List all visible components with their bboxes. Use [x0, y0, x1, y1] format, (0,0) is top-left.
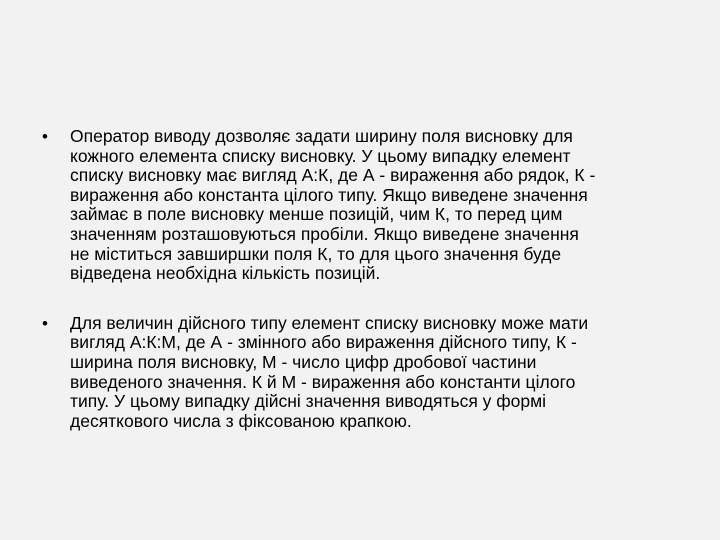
text-line: Оператор виводу дозволяє задати ширину поля висновку для	[70, 126, 573, 146]
bullet-item	[42, 314, 682, 432]
text-line: Для величин дійсного типу елемент списку висновку може мати	[70, 312, 589, 333]
text-line: ширина поля висновку, М - число цифр дробової частини	[70, 351, 537, 372]
text-line: списку висновку має вигляд А:К, де А - вираження або рядок, К -	[70, 165, 596, 186]
bullet-icon: •	[42, 313, 48, 333]
text-line: вираження або константа цілого типу. Якщо виведене значення	[70, 184, 588, 205]
bullet-icon: •	[42, 127, 48, 146]
bullet-item	[42, 127, 682, 284]
bullet-list	[42, 127, 682, 431]
text-line: вигляд А:К:М, де А - змінного або вираження дійсного типу, К -	[70, 332, 577, 353]
text-line: займає в поле висновку менше позицій, чим К, то перед цим	[70, 204, 563, 225]
text-line: типу. У цьому випадку дійсні значення виводяться у формі	[70, 391, 547, 412]
text-line: кожного елемента списку висновку. У цьому випадку елемент	[70, 145, 571, 166]
text-line: значенням розташовуються пробіли. Якщо виведене значення	[70, 223, 579, 244]
text-line: не міститься завширшки поля К, то для цього значення буде	[70, 243, 562, 264]
text-line: виведеного значення. К й М - вираження або константи цілого	[70, 371, 576, 392]
text-line: відведена необхідна кількість позицій.	[70, 263, 381, 284]
text-line: десяткового числа з фіксованою крапкою.	[70, 410, 412, 431]
